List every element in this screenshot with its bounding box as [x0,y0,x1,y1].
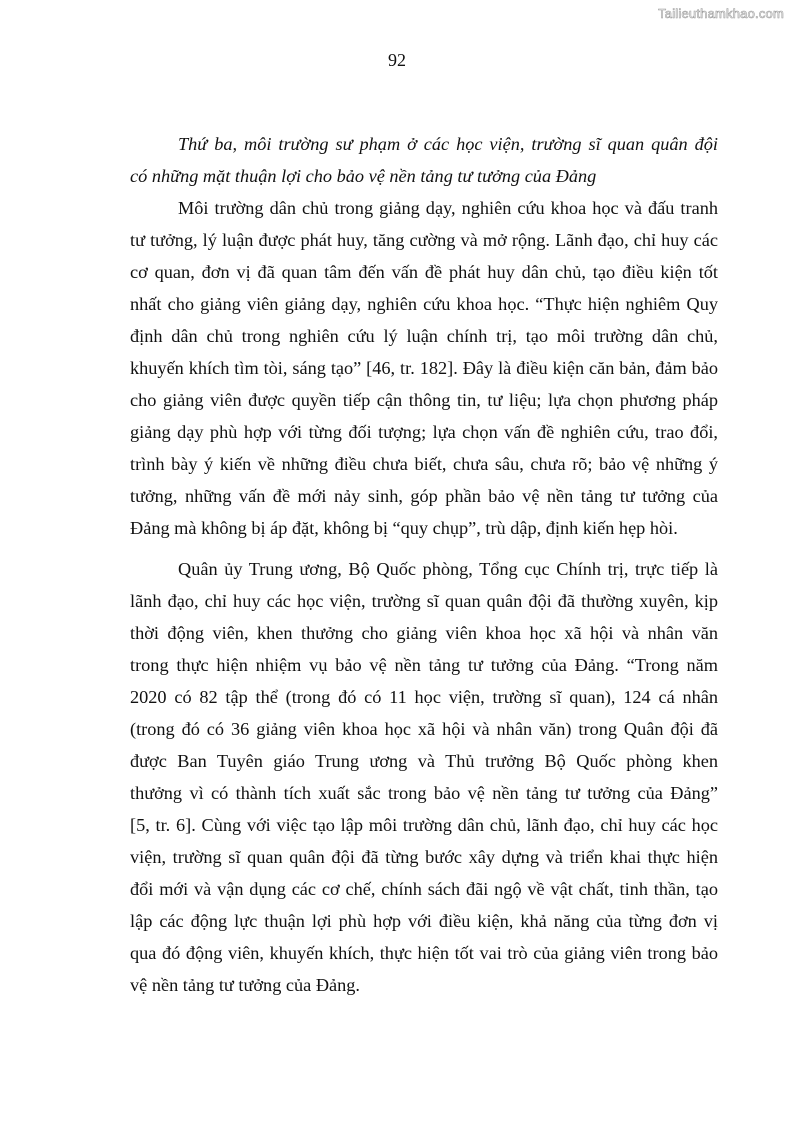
text-line: nhất cho giảng viên giảng dạy, nghiên cứu khoa học. “Thực hiện nghiêm Quy [130,294,718,314]
text-line: lập các động lực thuận lợi phù hợp với điều kiện, khả năng của từng đơn vị [130,911,718,931]
text-line: khuyến khích tìm tòi, sáng tạo” [46, tr. 182]. Đây là điều kiện căn bản, đảm bảo [130,358,718,378]
text-line: định dân chủ trong nghiên cứu lý luận chính trị, tạo môi trường dân chủ, [130,326,718,346]
text-line: [5, tr. 6]. Cùng với việc tạo lập môi trường dân chủ, lãnh đạo, chỉ huy các học [130,815,718,835]
text-line: trình bày ý kiến về những điều chưa biết, chưa sâu, chưa rõ; bảo vệ những ý [130,454,718,474]
paragraph-2 [130,553,718,1001]
text-line: Môi trường dân chủ trong giảng dạy, nghiên cứu khoa học và đấu tranh [178,198,718,218]
text-line: qua đó động viên, khuyến khích, thực hiện tốt vai trò của giảng viên trong bảo [130,943,718,963]
text-line: có những mặt thuận lợi cho bảo vệ nền tảng tư tưởng của Đảng [130,166,597,186]
document-body [130,128,718,1001]
paragraph-gap [130,544,718,553]
text-line: Thứ ba, môi trường sư phạm ở các học viện, trường sĩ quan quân đội [178,134,718,154]
text-line: được Ban Tuyên giáo Trung ương và Thủ trưởng Bộ Quốc phòng khen [130,751,718,771]
text-line: trong thực hiện nhiệm vụ bảo vệ nền tảng tư tưởng của Đảng. “Trong năm [130,655,718,675]
text-line: vệ nền tảng tư tưởng của Đảng. [130,975,361,995]
text-line: đổi mới và vận dụng các cơ chế, chính sách đãi ngộ về vật chất, tinh thần, tạo [130,879,718,899]
text-line: cho giảng viên được quyền tiếp cận thông tin, tư liệu; lựa chọn phương pháp [130,390,718,410]
text-line: (trong đó có 36 giảng viên khoa học xã hội và nhân văn) trong Quân đội đã [130,719,718,739]
section-heading [130,128,718,192]
text-line: thưởng vì có thành tích xuất sắc trong bảo vệ nền tảng tư tưởng của Đảng” [130,783,718,803]
page-number: 92 [388,50,406,70]
text-line: Đảng mà không bị áp đặt, không bị “quy chụp”, trù dập, định kiến hẹp hòi. [130,518,678,538]
text-line: 2020 có 82 tập thể (trong đó có 11 học viện, trường sĩ quan), 124 cá nhân [130,687,718,707]
text-line: viện, trường sĩ quan quân đội đã từng bước xây dựng và triển khai thực hiện [130,847,718,867]
text-line: thời động viên, khen thưởng cho giảng viên khoa học xã hội và nhân văn [130,623,718,643]
text-line: lãnh đạo, chỉ huy các học viện, trường sĩ quan quân đội đã thường xuyên, kịp [130,591,718,611]
paragraph-1 [130,192,718,544]
text-line: giảng dạy phù hợp với từng đối tượng; lựa chọn vấn đề nghiên cứu, trao đổi, [130,422,718,442]
text-line: tưởng, những vấn đề mới nảy sinh, góp phần bảo vệ nền tảng tư tưởng của [130,486,718,506]
watermark: Tailieuthamkhao.com [658,6,784,21]
text-line: tư tưởng, lý luận được phát huy, tăng cường và mở rộng. Lãnh đạo, chỉ huy các [130,230,718,250]
text-line: Quân ủy Trung ương, Bộ Quốc phòng, Tổng cục Chính trị, trực tiếp là [178,559,718,579]
text-line: cơ quan, đơn vị đã quan tâm đến vấn đề phát huy dân chủ, tạo điều kiện tốt [130,262,718,282]
